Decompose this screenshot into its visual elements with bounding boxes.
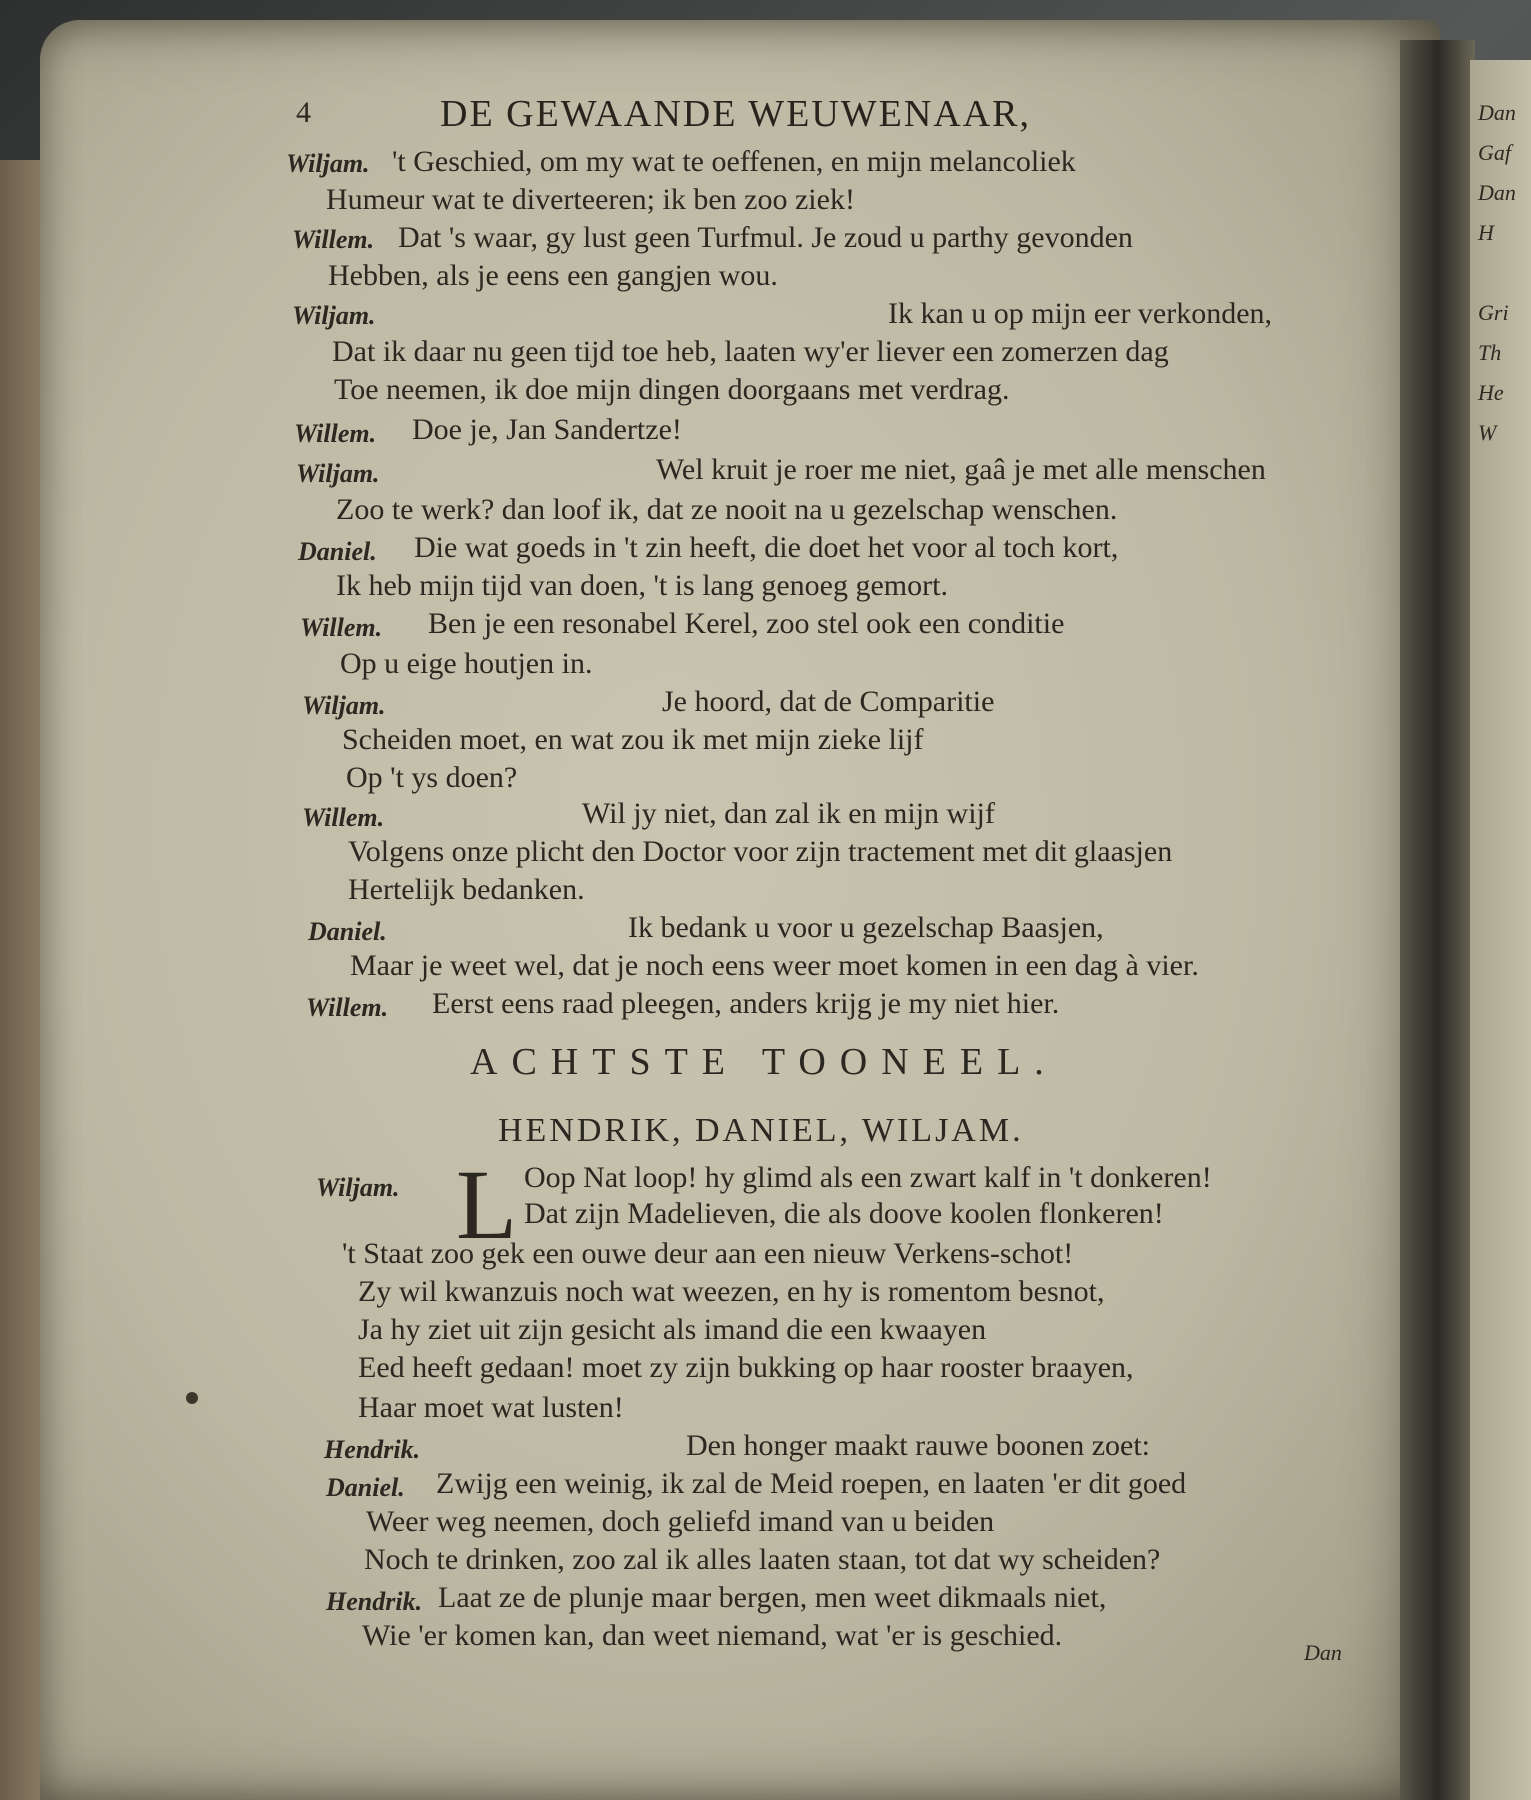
verse-line: Hebben, als je eens een gangjen wou. [328,259,778,292]
verse-line: Hertelijk bedanken. [348,873,585,906]
verse-line: Oop Nat loop! hy glimd als een zwart kalf in 't donkeren! [524,1161,1212,1194]
verse-line: Die wat goeds in 't zin heeft, die doet het voor al toch kort, [414,531,1119,564]
facing-fragment: Th [1478,340,1502,365]
facing-fragment: Dan [1478,180,1516,205]
speaker-label: Wiljam. [292,301,376,330]
verse-line: Wil jy niet, dan zal ik en mijn wijf [582,797,995,830]
catchword: Dan [1304,1640,1342,1665]
verse-line: Zwijg een weinig, ik zal de Meid roepen, en laaten 'er dit goed [436,1467,1187,1500]
facing-fragment: Dan [1478,100,1516,125]
verse-line: Scheiden moet, en wat zou ik met mijn zieke lijf [342,723,924,756]
facing-fragment: Gaf [1478,140,1511,165]
speaker-label: Willem. [294,419,377,448]
verse-line: Weer weg neemen, doch geliefd imand van u beiden [366,1505,995,1538]
verse-line: Je hoord, dat de Comparitie [662,685,995,718]
verse-line: Den honger maakt rauwe boonen zoet: [686,1429,1150,1462]
speaker-label: Wiljam. [286,149,370,178]
facing-fragment: He [1478,380,1504,405]
speaker-label: Willem. [292,225,375,254]
verse-line: Toe neemen, ik doe mijn dingen doorgaans met verdrag. [334,373,1010,406]
verse-line: Maar je weet wel, dat je noch eens weer moet komen in een dag à vier. [350,949,1199,982]
verse-line: Wel kruit je roer me niet, gaâ je met alle menschen [656,453,1266,486]
speaker-label: Willem. [306,993,389,1022]
running-head: DE GEWAANDE WEUWENAAR, [440,93,1032,135]
verse-line: Eerst eens raad pleegen, anders krijg je my niet hier. [432,987,1060,1020]
verse-line: Humeur wat te diverteeren; ik ben zoo ziek! [326,183,855,216]
speaker-label: Hendrik. [326,1587,423,1616]
verse-line: Ik heb mijn tijd van doen, 't is lang genoeg gemort. [336,569,948,602]
page-number: 4 [296,96,311,129]
facing-fragment: W [1478,420,1497,445]
verse-line: Dat zijn Madelieven, die als doove koolen flonkeren! [524,1197,1164,1230]
verse-line: Ik bedank u voor u gezelschap Baasjen, [628,911,1104,944]
speaker-label: Wiljam. [296,459,380,488]
verse-line: Doe je, Jan Sandertze! [412,413,682,446]
verse-line: Ik kan u op mijn eer verkonden, [888,297,1273,330]
verse-line: Haar moet wat lusten! [358,1391,624,1424]
speaker-label: Daniel. [326,1473,405,1502]
verse-line: 't Staat zoo gek een ouwe deur aan een nieuw Verkens-schot! [342,1237,1074,1270]
speaker-label: Wiljam. [302,691,386,720]
speaker-label: Willem. [302,803,385,832]
speaker-label: Willem. [300,613,383,642]
verse-line: Eed heeft gedaan! moet zy zijn bukking op haar rooster braayen, [358,1351,1134,1384]
verse-line: Zoo te werk? dan loof ik, dat ze nooit na u gezelschap wenschen. [336,493,1118,526]
verse-line: Noch te drinken, zoo zal ik alles laaten staan, tot dat wy scheiden? [364,1543,1161,1576]
verse-line: Op 't ys doen? [346,761,518,794]
speaker-label: Wiljam. [316,1173,400,1202]
verse-line: Zy wil kwanzuis noch wat weezen, en hy is romentom besnot, [358,1275,1105,1308]
drop-cap: L [456,1149,518,1260]
verse-line: Op u eige houtjen in. [340,647,593,680]
speaker-label: Daniel. [298,537,377,566]
scene-title: ACHTSTE TOONEEL. [470,1041,1058,1083]
verse-line: Wie 'er komen kan, dan weet niemand, wat 'er is geschied. [362,1619,1063,1652]
verse-line: Laat ze de plunje maar bergen, men weet dikmaals niet, [438,1581,1107,1614]
speaker-label: Daniel. [308,917,387,946]
verse-line: Dat 's waar, gy lust geen Turfmul. Je zoud u parthy gevonden [398,221,1133,254]
verse-line: 't Geschied, om my wat te oeffenen, en mijn melancoliek [392,145,1076,178]
speaker-label: Hendrik. [324,1435,421,1464]
facing-fragment: Gri [1478,300,1509,325]
verse-line: Dat ik daar nu geen tijd toe heb, laaten wy'er liever een zomerzen dag [332,335,1169,368]
scene-characters: HENDRIK, DANIEL, WILJAM. [498,1112,1024,1149]
verse-line: Ja hy ziet uit zijn gesicht als imand die een kwaayen [358,1313,987,1346]
verse-line: Volgens onze plicht den Doctor voor zijn tractement met dit glaasjen [348,835,1173,868]
facing-fragment: H [1478,220,1494,245]
verse-line: Ben je een resonabel Kerel, zoo stel ook een conditie [428,607,1065,640]
